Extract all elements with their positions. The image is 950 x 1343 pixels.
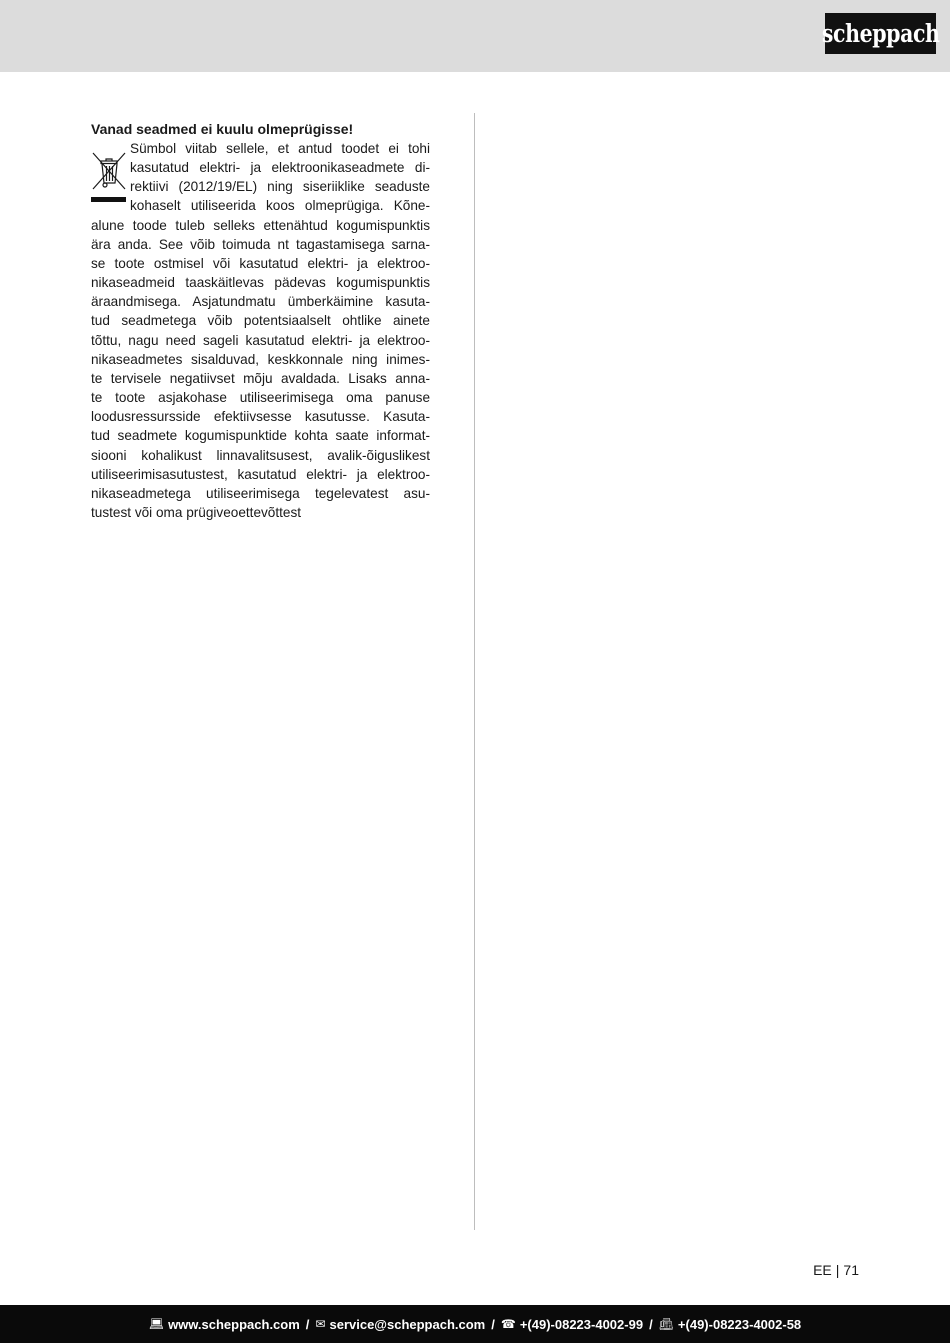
body-line: tustest või oma prügiveoettevõttest xyxy=(91,504,302,520)
body-line: rektiivi (2012/19/EL) ning siseriiklike seaduste xyxy=(130,179,430,195)
footer-separator: / xyxy=(649,1316,653,1332)
language-code: EE xyxy=(813,1262,832,1278)
section-body xyxy=(91,139,430,522)
email-icon: ✉︎ xyxy=(315,1317,326,1331)
page-number-value: 71 xyxy=(843,1262,859,1278)
crossed-out-wheelie-bin-icon xyxy=(91,150,127,206)
phone-icon: ☎︎ xyxy=(500,1317,516,1331)
body-line: loodusressursside efektiivsesse kasutusse. Kasuta- xyxy=(91,409,430,425)
fax-number: +(49)-08223-4002-58 xyxy=(677,1316,802,1332)
body-line: te toote asjakohase utiliseerimisega oma panuse xyxy=(91,390,430,406)
body-line: se toote ostmisel või kasutatud elektri- ja elektroo- xyxy=(91,255,430,271)
body-line: te tervisele negatiivset mõju avaldada. Lisaks anna- xyxy=(91,370,430,386)
section-heading: Vanad seadmed ei kuulu olmeprügisse! xyxy=(91,121,354,137)
body-line: nikaseadmetes sisalduvad, keskkonnale ning inimes- xyxy=(91,351,430,367)
body-line: kohaselt utiliseerida koos olmeprügiga. Kõne- xyxy=(130,198,430,214)
fax-icon: 📠︎ xyxy=(658,1317,674,1331)
body-line: alune toode tuleb selleks ettenähtud kogumispunktis xyxy=(91,217,430,233)
website-link[interactable]: www.scheppach.com xyxy=(168,1316,300,1332)
phone-number: +(49)-08223-4002-99 xyxy=(519,1316,644,1332)
body-line: siooni kohalikust linnavalitsusest, avalik-õiguslikest xyxy=(91,447,430,463)
footer-separator: / xyxy=(305,1316,310,1332)
scheppach-logo: scheppach xyxy=(825,13,936,54)
column-divider xyxy=(474,113,475,1230)
page-header xyxy=(0,0,950,72)
computer-icon: 💻︎ xyxy=(148,1317,165,1331)
body-line: äraandmisega. Asjatundmatu ümberkäimine kasuta- xyxy=(91,294,430,310)
body-line: nikaseadmeid taaskäitlevas pädevas kogumispunktis xyxy=(91,275,430,291)
contact-footer xyxy=(0,1305,950,1343)
page-separator: | xyxy=(835,1262,840,1278)
body-line: ära anda. See võib toimuda nt tagastamisega sarna- xyxy=(91,236,430,252)
body-line: nikaseadmetega utiliseerimisega tegelevatest asu- xyxy=(91,485,430,501)
body-line: tõttu, nagu need sageli kasutatud elektri- ja elektroo- xyxy=(91,332,430,348)
body-line: kasutatud elektri- ja elektroonikaseadmete di- xyxy=(130,160,430,176)
body-line: tud seadmete kogumispunktide kohta saate informat- xyxy=(91,428,430,444)
page-number xyxy=(813,1261,859,1280)
body-line: tud seadmetega võib potentsiaalselt ohtlike ainete xyxy=(91,313,430,329)
body-line: utiliseerimisasutustest, kasutatud elektri- ja elektroo- xyxy=(91,466,430,482)
email-link[interactable]: service@scheppach.com xyxy=(329,1316,486,1332)
disposal-section xyxy=(91,120,430,522)
footer-separator: / xyxy=(491,1316,495,1332)
body-line: Sümbol viitab sellele, et antud toodet ei tohi xyxy=(130,141,430,156)
